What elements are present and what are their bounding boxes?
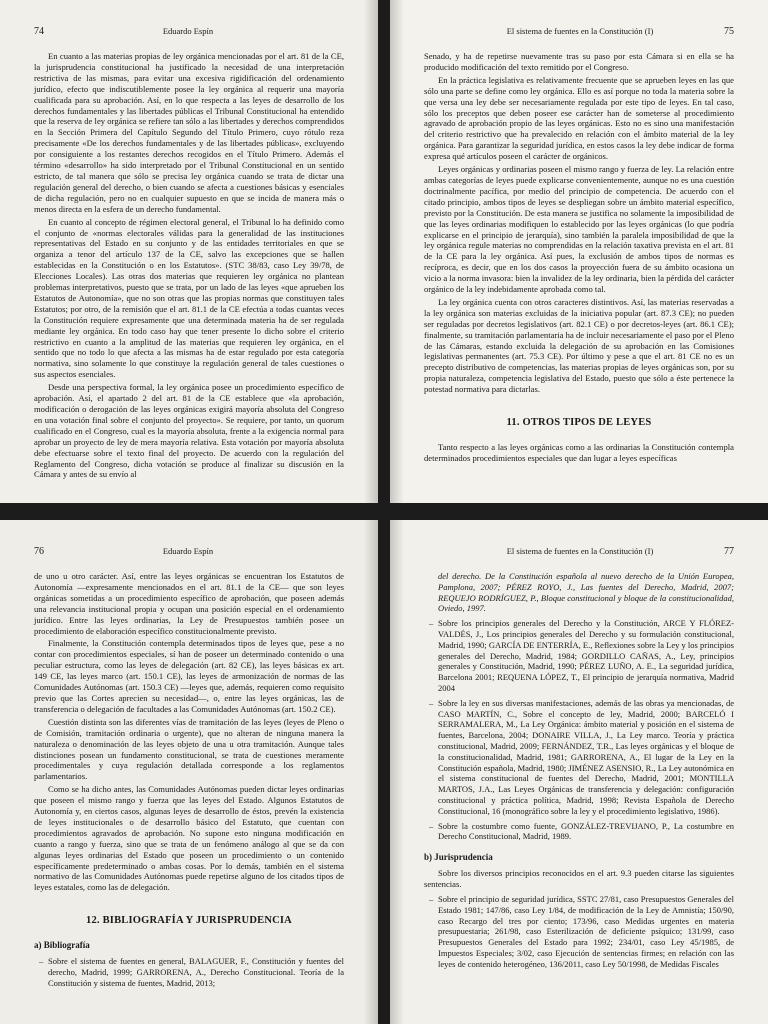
paragraph: Como se ha dicho antes, las Comunidades Autónomas pueden dictar leyes ordinarias que poseen el mismo rango y fuerza que las leyes del Estado. Algunos Estatutos de Autonomía y, en ciertos casos, algunas leyes de desarrollo de éstos, prevén la existencia de leyes institucionales o de desarrollo básico del Estatuto, que cuentan con procedimientos agravados de aprobación. No supone esto ninguna modificación en cuanto a rango y fuerza, sino que se trata de un fenómeno análogo al que se da con algunas leyes ordinarias del Estado que poseen un procedimiento o un contenido específicamente predeterminado o ambas cosas. Por lo demás, también en el sistema normativo de las Comunidades Autónomas puede repetirse alguno de los citados tipos de leyes estatales, como las de delegación. bbox=[34, 784, 344, 893]
page-number: 75 bbox=[724, 26, 734, 37]
gutter-shadow bbox=[364, 520, 378, 1024]
jurisprudence-list bbox=[424, 894, 734, 970]
page-76 bbox=[0, 520, 378, 1024]
paragraph: de uno u otro carácter. Así, entre las leyes orgánicas se encuentran los Estatutos de Autonomía —expresamente mencionados en el art. 81.1 de la CE— que son leyes orgánicas sometidas a un procedimiento específico de aprobación, que poseen además una relevancia institucional propia y ocupan una posición especial en el ordenamiento jurídico. Entre las leyes ordinarias, la Ley de Presupuestos también posee un procedimiento de elaboración específico constitucionalmente previsto. bbox=[34, 571, 344, 636]
page-77 bbox=[390, 520, 768, 1024]
bibliography-list bbox=[34, 956, 344, 988]
paragraph: Desde una perspectiva formal, la ley orgánica posee un procedimiento específico de aprobación. Así, el apartado 2 del art. 81 de la CE establece que «la aprobación, modificación o derogación de las leyes orgánicas exigirá mayoría absoluta del Congreso en una votación final sobre el conjunto del proyecto». Se requiere, por tanto, un quorum cualificado en el Congreso, cual es la mayoría absoluta, frente a la exigencia normal para aprobar un proyecto de ley de mera mayoría relativa. Esta votación por mayoría absoluta debe efectuarse sobre el texto final del proyecto. De acuerdo con la regulación del Reglamento del Congreso, dicha votación se produce al finalizar su discusión en la Cámara y antes de su envío al bbox=[34, 382, 344, 480]
page-header bbox=[424, 546, 734, 557]
paragraph: Leyes orgánicas y ordinarias poseen el mismo rango y fuerza de ley. La relación entre ambas categorías de leyes puede explicarse convenientemente, aunque no es una cuestión doctrinalmente pacífica, por medio del principio de competencia. De acuerdo con el citado principio, ambos tipos de leyes se despliegan sobre un ámbito material específico, previsto por la Constitución. De esta manera se justifica no solamente la imposibilidad de que las leyes ordinarias modifiquen lo establecido por las leyes orgánicas (lo que podría explicarse en el principio de jerarquía), sino también la paralela imposibilidad de que la ley orgánica regule materias no comprendidas en la relación taxativa prevista en el art. 81 de la CE para la ley orgánica. Así pues, la exclusión de ambos tipos de normas es recíproca, es decir, que en los dos casos la proyección fuera de su ámbito ocasiona un vicio a la norma invasora: bien la invalidez de la ley ordinaria, bien la pérdida del carácter orgánico de la ley indebidamente aprobada como tal. bbox=[424, 164, 734, 295]
section-title: 11. OTROS TIPOS DE LEYES bbox=[506, 417, 652, 429]
page-75 bbox=[390, 0, 768, 503]
paragraph: En cuanto al concepto de régimen electoral general, el Tribunal lo ha definido como el conjunto de «normas electorales válidas para la generalidad de las instituciones representativas del Estado en su conjunto y de las entidades territoriales en que se organiza a tenor del artículo 137 de la CE, salvo las excepciones que se hallen establecidas en la Constitución o en los Estatutos». (STC 38/83, caso Ley 39/78, de Elecciones Locales). Las otras dos materias que requieren ley orgánica no plantean problemas interpretativos, puesto que se trata, por un lado de las leyes «que aprueben los Estatutos de Autonomía», que no son otras que las propias normas que constituyen tales Estatutos; por otro, de la remisión que el art. 81.1 de la CE efectúa a todas cuantas veces la Constitución requiere expresamente que una determinada materia ha de ser regulada mediante ley orgánica. En todo caso hay que tener presente lo dicho sobre el criterio restrictivo en cuanto a la amplitud de las materias que requieren ley orgánica, en el sentido que no todo lo que afecta a las mismas ha de estar regulado por esta categoría normativa, sino solamente lo que constituye la regulación general de tales cuestiones o sus aspectos esenciales. bbox=[34, 216, 344, 380]
page-header bbox=[34, 26, 344, 37]
paragraph: Finalmente, la Constitución contempla determinados tipos de leyes que, pese a no contar con procedimientos especiales, sí han de poseer un determinado contenido o una peculiar estructura, como las leyes de delegación (art. 82 CE), las leyes básicas ex art. 149 CE, las leyes marco (art. 150.1 CE), las leyes de armonización de normas de las Comunidades Autónomas (art. 150.3 CE) —leyes que, además, requieren como requisito previo que las Cortes aprecien su necesidad—, o, entre las leyes orgánicas, las de transferencia o delegación de facultades a las Comunidades Autónomas (art. 150.2 CE). bbox=[34, 638, 344, 714]
page-74 bbox=[0, 0, 378, 503]
gutter-shadow bbox=[390, 0, 404, 503]
paragraph: Senado, y ha de repetirse nuevamente tras su paso por esta Cámara si en ella se ha producido modificación del texto remitido por el Congreso. bbox=[424, 51, 734, 72]
running-head: Eduardo Espín bbox=[162, 546, 214, 556]
running-head: El sistema de fuentes en la Constitución (I) bbox=[506, 546, 654, 556]
bibliography-item: – Sobre la ley en sus diversas manifestaciones, además de las obras ya mencionadas, de CASO MARTÍN, C., Sobre el concepto de ley, Madrid, 2000; BARCELÓ I SERRAMALERA, M., La Ley Orgánica: ámbito material y posición en el sistema de fuentes, Barcelona, 2004; DONAIRE VILLA, J., La Ley marco. Teoría y práctica constitucional, Madrid, 2009; FERNÁNDEZ, T.R., Las leyes orgánicas y el bloque de la constitucionalidad, Madrid, 1981; GARRORENA, A., El lugar de la Ley en la Constitución española, Madrid, 1980; JIMÉNEZ ASENSIO, R., La Ley autonómica en el sistema constitucional de fuentes del Derecho, Madrid, 2001; MONTILLA MARTOS, J.A., Las Leyes Orgánicas de transferencia y delegación: configuración constitucional y práctica política, Madrid, 1998; Revista Española de Derecho Constitucional, 16 (monográfico sobre la ley y el procedimiento legislativo, 1986). bbox=[424, 698, 734, 817]
paragraph: En la práctica legislativa es relativamente frecuente que se aprueben leyes en las que sólo una parte se define como ley orgánica. Ello es así porque no toda la materia sobre la que versa una ley debe ser necesariamente regulada por este tipo de leyes. En tal caso, sólo los preceptos que deben poseer ese carácter han de someterse al procedimiento agravado de aprobación propio de las leyes orgánicas. Esto no es sino una manifestación del criterio restrictivo que ha prevalecido en relación con el ámbito material de la ley orgánica. Para garantizar la seguridad jurídica, en estos casos la ley debe indicar de forma expresa qué artículos poseen el carácter de orgánicos. bbox=[424, 74, 734, 162]
section-title: 12. BIBLIOGRAFÍA Y JURISPRUDENCIA bbox=[86, 915, 292, 927]
paragraph: Cuestión distinta son las diferentes vías de tramitación de las leyes (leyes de Pleno o de Comisión, tramitación ordinaria o urgente), que no alteran de ninguna manera la naturaleza o denominación de las leyes objeto de una u otra tramitación. Aunque tales distinciones posean un fundamento constitucional, se trata de cuestiones meramente procedimentales y cuya regulación detallada corresponde a los reglamentos parlamentarios. bbox=[34, 716, 344, 782]
running-head: El sistema de fuentes en la Constitución (I) bbox=[506, 26, 654, 36]
page-number: 74 bbox=[34, 26, 44, 37]
paragraph: En cuanto a las materias propias de ley orgánica mencionadas por el art. 81 de la CE, la jurisprudencia constitucional ha justificado la necesidad de una interpretación restrictiva de las mismas, para evitar una excesiva rigidificación del ordenamiento jurídico, efecto que indiscutiblemente posee la ley orgánica al requerir una mayoría cualificada para su aprobación. Así, en lo que respecta a las leyes de desarrollo de los derechos fundamentales y las libertades públicas el Tribunal Constitucional ha entendido que la reserva de ley orgánica se refiere tan sólo a las libertades y derechos comprendidos en la Sección Primera del Capítulo Segundo del Título Primero, cuyo rótulo reza precisamente «De los derechos fundamentales y de las libertades públicas», excluyendo por consiguiente a los restantes derechos recogidos en el Título Primero. Además el término «desarrollo» ha sido interpretado por el Tribunal Constitucional en un sentido estricto, de tal manera que sólo se precisa ley orgánica cuando se trata de dictar una regulación general del derecho, o bien cuando se afecta a cuestiones básicas y esenciales de dicha regulación, pero no en cualquier supuesto en que se incida de manera más o menos directa en la esfera de un derecho fundamental. bbox=[34, 51, 344, 214]
bibliography-item: – Sobre los principios generales del Derecho y la Constitución, ARCE Y FLÓREZ-VALDÉS, J., Los principios generales del Derecho y su formulación constitucional, Madrid, 1990; GARCÍA DE ENTERRÍA, E., Reflexiones sobre la Ley y los principios generales del Derecho, Madrid, 1984; GORDILLO CAÑAS, A., Ley, principios generales y Constitución, Madrid, 1990; PÉREZ LUÑO, A. E., La seguridad jurídica, Barcelona 2001; REQUENA LÓPEZ, T., El principio de jerarquía normativa, Madrid 2004 bbox=[424, 618, 734, 694]
paragraph: Sobre los diversos principios reconocidos en el art. 9.3 pueden citarse las siguientes sentencias. bbox=[424, 868, 734, 890]
page-number: 77 bbox=[724, 546, 734, 557]
bibliography-item: – Sobre el sistema de fuentes en general, BALAGUER, F., Constitución y fuentes del derecho, Madrid, 1999; GARRORENA, A., Derecho Constitucional. Teoría de la Constitución y sistema de fuentes, Madrid, 2013; bbox=[34, 956, 344, 988]
running-head: Eduardo Espín bbox=[162, 26, 214, 36]
page-header bbox=[424, 26, 734, 37]
bibliography-list bbox=[424, 618, 734, 842]
paragraph: Tanto respecto a las leyes orgánicas como a las ordinarias la Constitución contempla determinados procedimientos especiales que dan lugar a leyes específicas bbox=[424, 442, 734, 463]
subsection-title: b) Jurisprudencia bbox=[424, 852, 493, 863]
gutter-shadow bbox=[390, 520, 404, 1024]
gutter-shadow bbox=[364, 0, 378, 503]
bibliography-item: – Sobre la costumbre como fuente, GONZÁLEZ-TREVIJANO, P., La costumbre en Derecho Constitucional, Madrid, 1989. bbox=[424, 821, 734, 843]
subsection-title: a) Bibliografía bbox=[34, 940, 90, 951]
jurisprudence-item: – Sobre el principio de seguridad jurídica, SSTC 27/81, caso Presupuestos Generales del Estado 1981; 147/86, caso Ley 1/84, de modificación de la Ley de Amnistía; 150/90, caso Recargo del tres por ciento; 173/96, caso Medidas urgentes en materia presupuestaria; 261/98, caso Esterilización de deficiente psíquico; 131/99, caso Presupuestos Generales del Estado para 1992; 234/01, caso Ley 45/1985, de Impuestos Especiales; 3/02, caso Ejecución de sentencias firmes; en relación con las leyes de contenido heterogéneo, 136/2011, caso Ley 50/1998, de Medidas Fiscales bbox=[424, 894, 734, 970]
page-number: 76 bbox=[34, 546, 44, 557]
paragraph: La ley orgánica cuenta con otros caracteres distintivos. Así, las materias reservadas a la ley orgánica son materias excluidas de la iniciativa popular (art. 87.3 CE); no pueden ser reguladas por decretos legislativos (art. 82.1 CE) o por decretos-leyes (art. 86.1 CE); finalmente, su tramitación parlamentaria ha de incluir necesariamente el paso por el Pleno de las Cámaras, estando excluida la delegación de su aprobación en las Comisiones legislativas permanentes (art. 75.3 CE). Por último y pese a que el art. 81 CE no es un precepto distributivo de competencias, las materias propias de leyes orgánicas son, por su propia naturaleza, competencia legislativa del Estado, puesto que sólo a éste pertenece la potestad normativa para dictarlas. bbox=[424, 296, 734, 395]
page-header bbox=[34, 546, 344, 557]
bibliography-continuation: del derecho. De la Constitución española al nuevo derecho de la Unión Europea, Pamplona, 2007; PÉREZ ROYO, J., Las fuentes del Derecho, Madrid, 2007; REQUEJO RODRÍGUEZ, P., Bloque constitucional y bloque de la constitucionalidad, Oviedo, 1997. bbox=[438, 571, 734, 614]
